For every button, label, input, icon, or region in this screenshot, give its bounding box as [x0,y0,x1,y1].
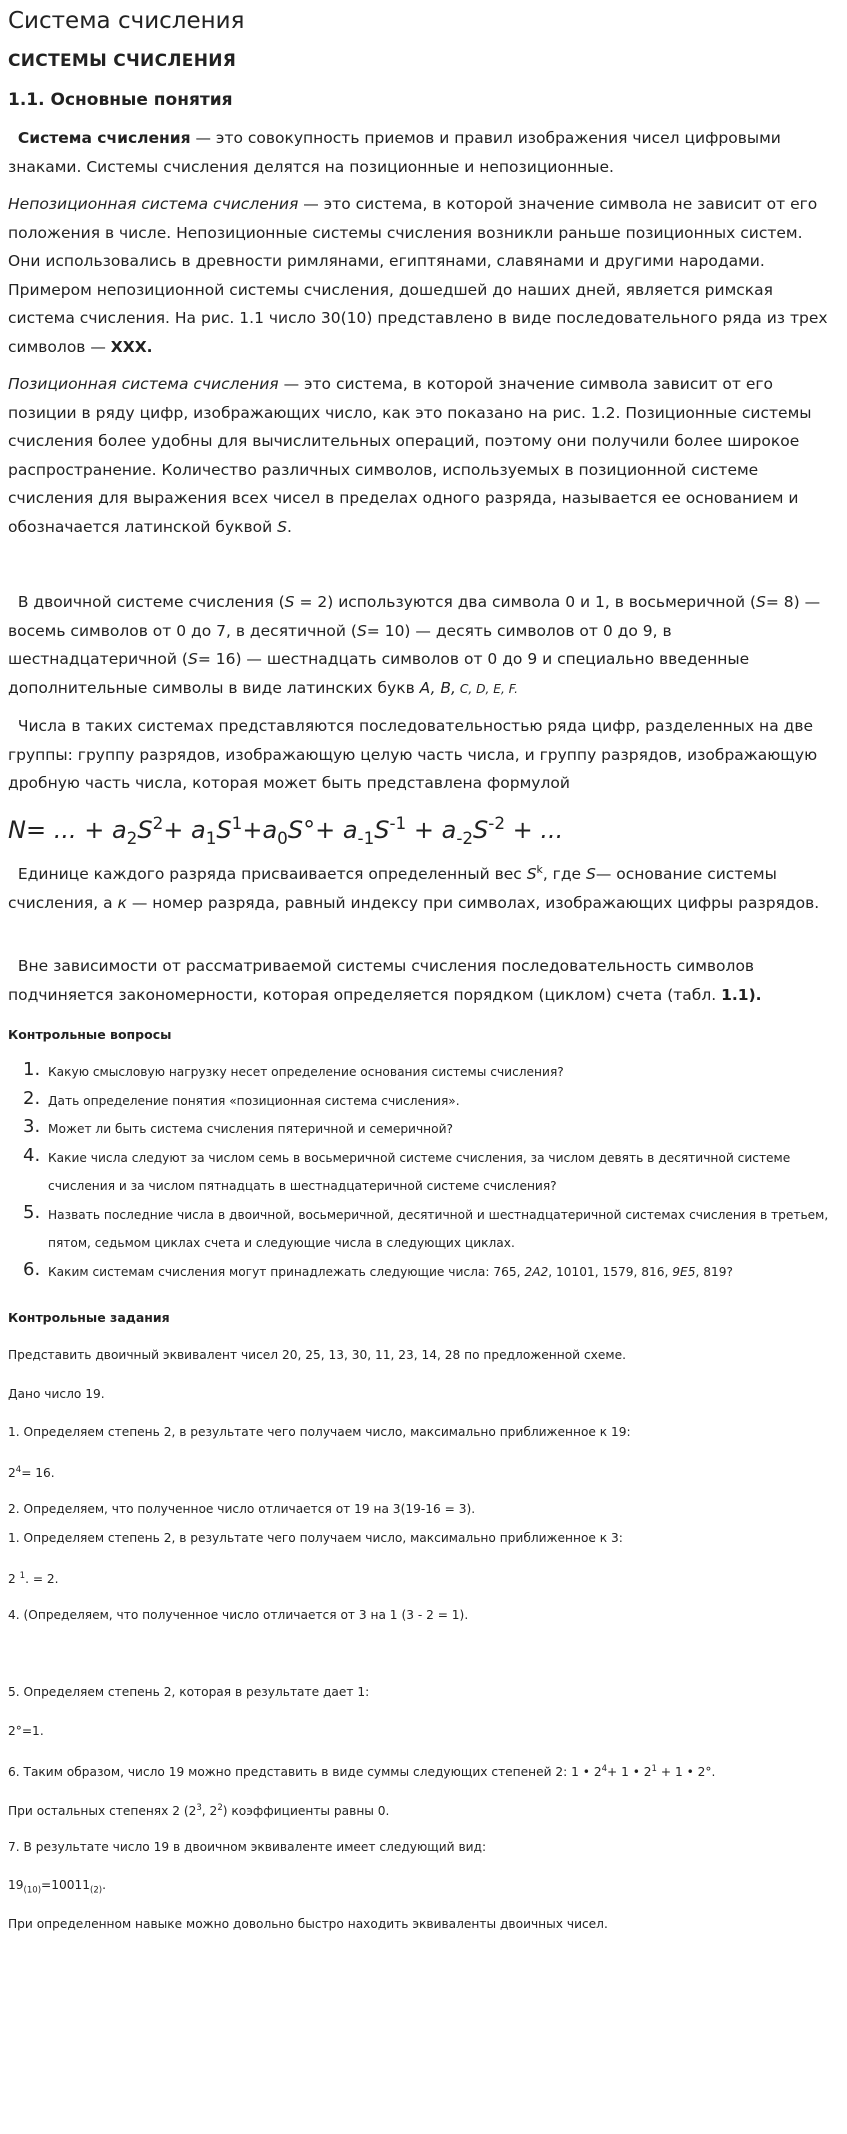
exponent: 3 [196,1803,202,1813]
text-segment: — основание системы счисления, а [8,865,777,912]
formula-part: S [473,816,489,844]
text-segment: , где [542,865,587,884]
exponent: 4 [15,1465,22,1475]
paragraph-text: — это система, в которой значение символа не зависит от его положения в числе. Непозиционные системы счисления возникли раньше позиционных систем. Они использовались в древности римлянами, египтянами, славянами и другими народами. Примером непозиционной системы счисления, дошедшей до наших дней, является римская система счисления. На рис. 1.1 число 30(10) представлено в виде последовательного ряда из трех символов — [8,195,828,356]
exponent: 1 [19,1571,26,1581]
paragraph-end: . [286,517,292,536]
task-line: Представить двоичный эквивалент чисел 20, 25, 13, 30, 11, 23, 14, 28 по предложенной схеме. [8,1348,626,1362]
paragraph-digits [8,712,839,798]
text-segment: = 10) — десять символов от 0 до 9, в шестнадцатеричной ( [8,621,672,669]
question-text: , 10101, 1579, 816, [548,1264,673,1279]
formula-sub: -2 [456,827,474,848]
letters-cf: C, D, E, F. [455,681,519,696]
task-line: 1. Определяем степень 2, в результате чего получаем число, максимально приближенное к 3: [8,1531,623,1545]
questions-list [8,1058,839,1286]
task-line [8,1462,839,1481]
formula-sub: 1 [205,827,217,848]
question-number: 5. [23,1201,41,1223]
task-line [8,1800,839,1819]
paragraph-text: — это система, в которой значение символа зависит от его позиции в ряду цифр, изображающих число, как это показано на рис. 1.2. Позиционные системы счисления более удобны для вычислительных операций, поэтому они получили более широкое распространение. Количество различных символов, используемых в позиционной системе счисления для выражения всех чисел в пределах одного разряда, называется ее основанием и обозначается латинской буквой [8,375,812,536]
text-segment: = 16. [21,1466,55,1481]
symbol-s: S [356,621,367,640]
text-segment: ) коэффициенты равны 0. [222,1804,390,1819]
formula-sub: -1 [357,827,375,848]
task-line: При определенном навыке можно довольно быстро находить эквиваленты двоичных чисел. [8,1917,608,1931]
question-text-italic: 9E5 [672,1264,696,1279]
questions-heading: Контрольные вопросы [8,1027,172,1042]
page-title: Система счисления [8,8,245,34]
task-line [8,1761,839,1780]
term-number-system: Система счисления [17,129,191,147]
question-item [8,1058,839,1087]
paragraph-definition [8,124,839,181]
text-segment: . [102,1878,106,1892]
question-item [8,1115,839,1144]
task-line: 2. Определяем, что полученное число отличается от 19 на 3(19-16 = 3). [8,1502,476,1516]
text-segment: 19 [8,1878,24,1892]
symbol-s: S [277,517,287,536]
text-segment: В двоичной системе счисления ( [17,593,285,611]
question-item [8,1144,839,1201]
question-number: 1. [23,1059,41,1080]
formula-sup: -2 [488,813,506,833]
formula-part: S [137,816,153,844]
task-line [8,1568,839,1587]
task-line: 1. Определяем степень 2, в результате чего получаем число, максимально приближенное к 19: [8,1425,631,1439]
text-segment: 2 [8,1466,16,1481]
question-text: Дать определение понятия «позиционная система счисления». [48,1093,460,1108]
question-text: Назвать последние числа в двоичной, восьмеричной, десятичной и шестнадцатеричной системах счисления в третьем, пятом, седьмом циклах счета и следующие числа в следующих циклах. [48,1207,829,1250]
table-ref: 1.1). [721,985,762,1004]
paragraph-nonpositional [8,190,839,362]
question-number: 6. [23,1258,41,1280]
subscript: (2) [90,1885,103,1896]
text-segment: , 2 [201,1804,218,1819]
paragraph-weight [8,856,839,917]
task-line: 4. (Определяем, что полученное число отличается от 3 на 1 (3 - 2 = 1). [8,1608,469,1622]
text-segment: =10011 [41,1878,91,1892]
formula-part: S [287,816,304,844]
text-segment: + 1 • 2°. [656,1765,716,1780]
formula-part: S [216,816,232,844]
formula [8,806,839,855]
formula-sup: 1 [231,813,243,833]
letters-ab: A, B, [419,678,456,697]
paragraph-bases [8,588,839,703]
symbol-s: S [284,593,295,611]
question-text: Какие числа следуют за числом семь в восьмеричной системе счисления, за числом девять в десятичной системе счисления и за числом пятнадцать в шестнадцатеричной системе счисления? [48,1150,791,1193]
exponent: 2 [217,1803,223,1813]
text-segment: При остальных степенях 2 (2 [8,1804,197,1819]
symbol-s: S [526,865,537,884]
text-segment: . = 2. [25,1572,59,1587]
subscript: (10) [23,1885,42,1896]
paragraph-text: Числа в таких системах представляются последовательностью ряда цифр, разделенных на две группы: группу разрядов, изображающую целую часть числа, и группу разрядов, изображающую дробную часть числа, которая может быть представлена формулой [8,717,818,793]
formula-part: + a [163,816,206,844]
formula-part: °+ a [303,816,358,844]
question-item [8,1258,839,1287]
text-segment: = 2) используются два символа 0 и 1, в восьмеричной ( [294,593,757,611]
question-item [8,1201,839,1258]
task-line [8,1877,839,1898]
roman-numeral: XXX. [110,337,153,356]
text-segment: = 8) — восемь символов от 0 до 7, в десятичной ( [8,593,821,640]
term-nonpositional: Непозиционная система счисления [8,195,299,213]
formula-part: S [374,816,390,844]
tasks-heading: Контрольные задания [8,1310,170,1325]
task-line: 7. В результате число 19 в двоичном эквиваленте имеет следующий вид: [8,1840,487,1854]
question-text: Может ли быть система счисления пятеричной и семеричной? [48,1122,453,1136]
question-text: Какую смысловую нагрузку несет определение основания системы счисления? [48,1065,564,1079]
text-segment: Единице каждого разряда присваивается определенный вес [17,865,527,884]
formula-part: +a [242,816,278,844]
paragraph-cycle [8,952,839,1009]
task-line: 2°=1. [8,1724,44,1738]
symbol-k: к [117,893,127,912]
question-number: 2. [23,1087,41,1109]
text-segment: = 16) — шестнадцать символов от 0 до 9 и специально введенные дополнительные символы в виде латинских букв [8,650,750,697]
question-item [8,1087,839,1116]
symbol-s: S [586,865,596,884]
text-segment: + 1 • 2 [607,1765,652,1780]
question-text: , 819? [695,1264,733,1279]
exponent: 4 [601,1764,608,1774]
section-heading: СИСТЕМЫ СЧИСЛЕНИЯ [8,51,237,71]
formula-part: + ... [505,816,564,844]
formula-part: N= ... + a [8,816,127,844]
question-text-italic: 2A2 [524,1264,549,1279]
formula-sup: 2 [152,813,164,833]
exponent: 1 [651,1764,657,1774]
subsection-heading: 1.1. Основные понятия [8,90,233,110]
question-number: 4. [23,1144,41,1166]
question-text: Каким системам счисления могут принадлежать следующие числа: 765, [48,1264,525,1279]
symbol-k: k [536,863,543,876]
task-line: Дано число 19. [8,1387,105,1401]
formula-sub: 0 [277,827,288,848]
paragraph-text: Вне зависимости от рассматриваемой системы счисления последовательность символов подчиняется закономерности, которая определяется порядком (циклом) счета (табл. [8,957,755,1004]
text-segment: — номер разряда, равный индексу при символах, изображающих цифры разрядов. [126,893,820,912]
text-segment: 2 [8,1572,20,1587]
paragraph-text: — это совокупность приемов и правил изображения чисел цифровыми знаками. Системы счисления делятся на позиционные и непозиционные. [8,129,781,176]
paragraph-positional [8,370,839,542]
symbol-s: S [187,650,198,669]
formula-sub: 2 [126,827,138,848]
question-number: 3. [23,1116,41,1137]
formula-part: + a [406,816,457,844]
formula-sup: -1 [389,813,407,833]
text-segment: 6. Таким образом, число 19 можно представить в виде суммы следующих степеней 2: 1 • 2 [8,1765,602,1780]
term-positional: Позиционная система счисления [8,375,279,393]
task-line: 5. Определяем степень 2, которая в результате дает 1: [8,1685,370,1699]
symbol-s: S [756,593,766,611]
